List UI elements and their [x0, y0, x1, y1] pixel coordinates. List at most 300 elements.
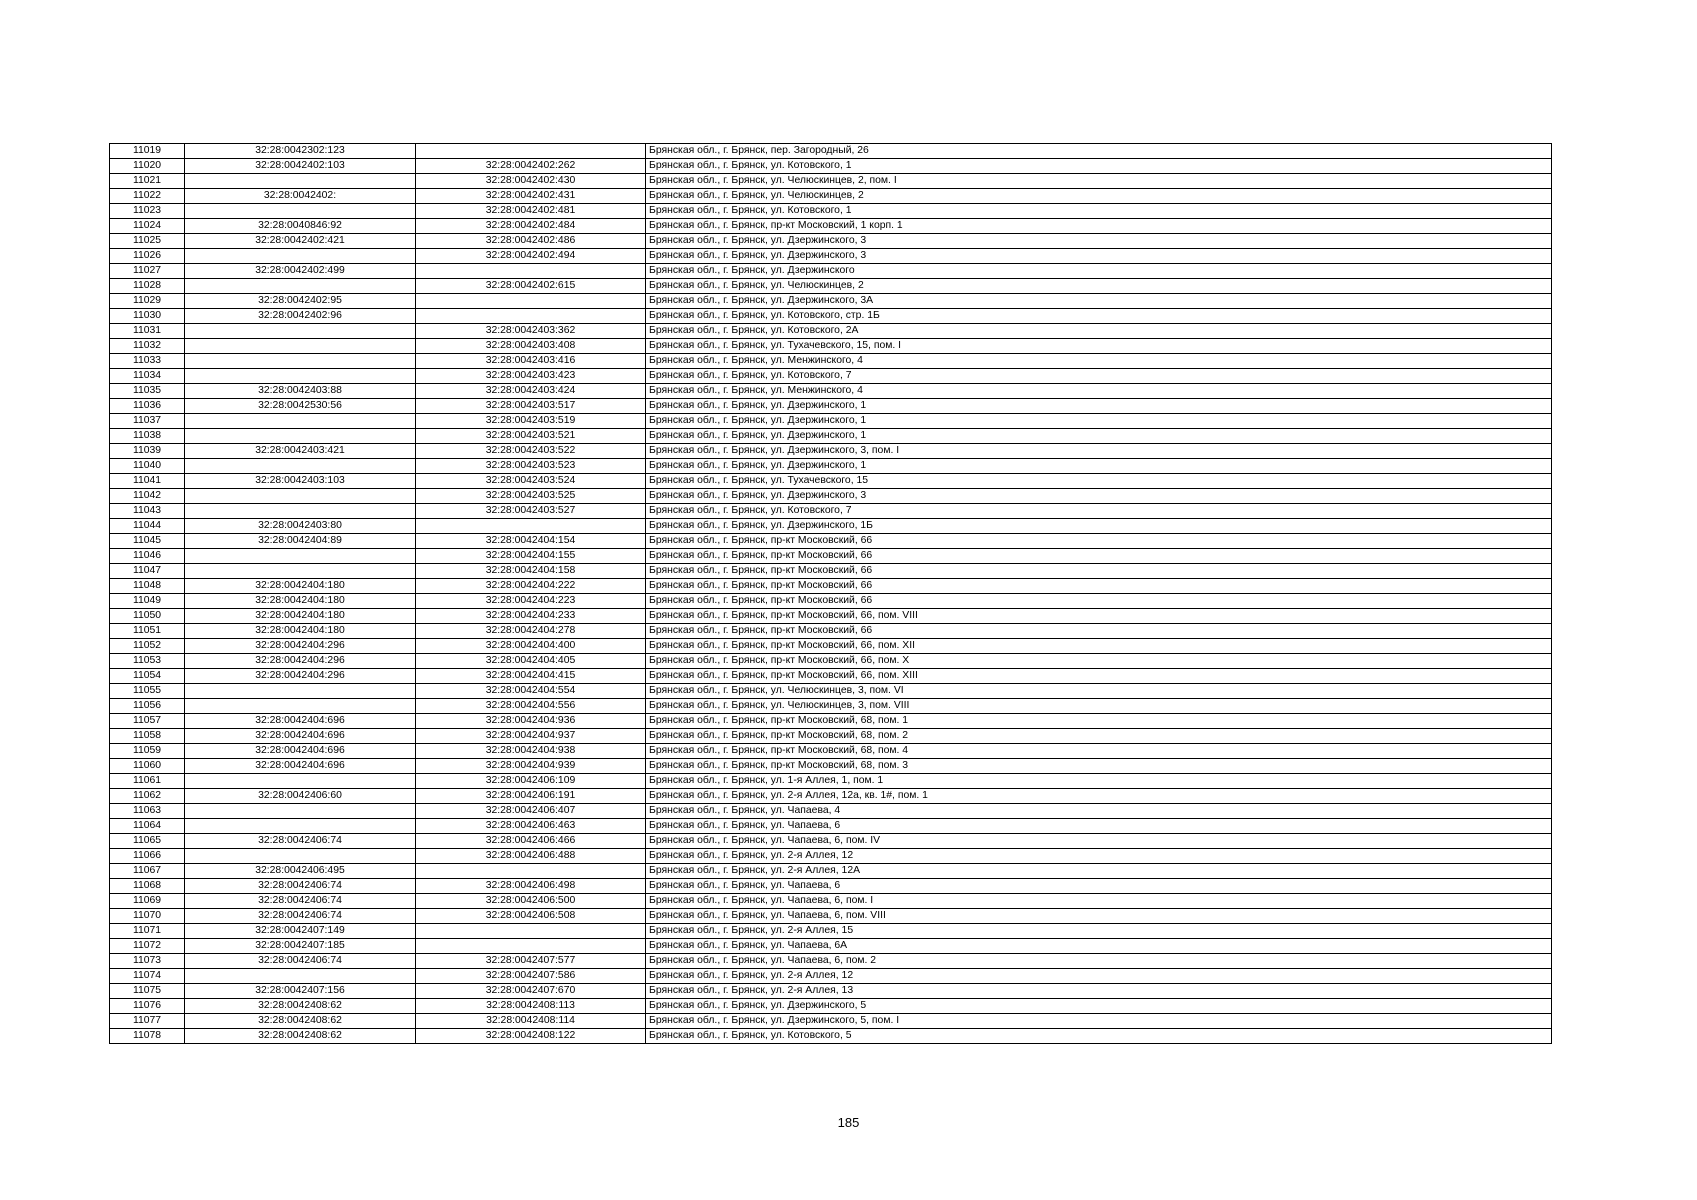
- land-cadastral-number-cell: 32:28:0042404:296: [185, 669, 416, 684]
- object-cadastral-number-cell: 32:28:0042403:525: [416, 489, 646, 504]
- table-row: [110, 174, 1552, 189]
- row-number-cell: 11039: [110, 444, 185, 459]
- row-number-cell: 11066: [110, 849, 185, 864]
- object-cadastral-number-cell: 32:28:0042402:486: [416, 234, 646, 249]
- property-table-body: [110, 144, 1552, 1044]
- land-cadastral-number-cell: 32:28:0042403:421: [185, 444, 416, 459]
- land-cadastral-number-cell: [185, 339, 416, 354]
- row-number-cell: 11075: [110, 984, 185, 999]
- table-row: [110, 579, 1552, 594]
- row-number-cell: 11034: [110, 369, 185, 384]
- object-cadastral-number-cell: 32:28:0042403:423: [416, 369, 646, 384]
- address-cell: Брянская обл., г. Брянск, ул. Челюскинцев, 2, пом. I: [646, 174, 1552, 189]
- row-number-cell: 11043: [110, 504, 185, 519]
- address-cell: Брянская обл., г. Брянск, ул. 2-я Аллея, 12: [646, 969, 1552, 984]
- row-number-cell: 11064: [110, 819, 185, 834]
- land-cadastral-number-cell: 32:28:0042406:74: [185, 894, 416, 909]
- table-row: [110, 339, 1552, 354]
- row-number-cell: 11060: [110, 759, 185, 774]
- address-cell: Брянская обл., г. Брянск, пер. Загородный, 26: [646, 144, 1552, 159]
- table-row: [110, 429, 1552, 444]
- row-number-cell: 11025: [110, 234, 185, 249]
- address-cell: Брянская обл., г. Брянск, ул. Тухачевского, 15, пом. I: [646, 339, 1552, 354]
- object-cadastral-number-cell: 32:28:0042406:407: [416, 804, 646, 819]
- land-cadastral-number-cell: 32:28:0042402:96: [185, 309, 416, 324]
- address-cell: Брянская обл., г. Брянск, ул. Челюскинцев, 3, пом. VIII: [646, 699, 1552, 714]
- object-cadastral-number-cell: [416, 264, 646, 279]
- row-number-cell: 11040: [110, 459, 185, 474]
- land-cadastral-number-cell: [185, 564, 416, 579]
- object-cadastral-number-cell: 32:28:0042402:481: [416, 204, 646, 219]
- address-cell: Брянская обл., г. Брянск, ул. Чапаева, 4: [646, 804, 1552, 819]
- object-cadastral-number-cell: 32:28:0042403:524: [416, 474, 646, 489]
- table-row: [110, 324, 1552, 339]
- table-row: [110, 789, 1552, 804]
- address-cell: Брянская обл., г. Брянск, пр-кт Московский, 66, пом. XII: [646, 639, 1552, 654]
- object-cadastral-number-cell: [416, 294, 646, 309]
- table-row: [110, 849, 1552, 864]
- row-number-cell: 11032: [110, 339, 185, 354]
- address-cell: Брянская обл., г. Брянск, ул. Дзержинского, 1: [646, 459, 1552, 474]
- row-number-cell: 11024: [110, 219, 185, 234]
- table-row: [110, 474, 1552, 489]
- row-number-cell: 11073: [110, 954, 185, 969]
- row-number-cell: 11056: [110, 699, 185, 714]
- land-cadastral-number-cell: 32:28:0042404:696: [185, 729, 416, 744]
- row-number-cell: 11027: [110, 264, 185, 279]
- land-cadastral-number-cell: 32:28:0042406:74: [185, 834, 416, 849]
- object-cadastral-number-cell: 32:28:0042403:416: [416, 354, 646, 369]
- table-row: [110, 294, 1552, 309]
- table-row: [110, 999, 1552, 1014]
- table-row: [110, 219, 1552, 234]
- land-cadastral-number-cell: 32:28:0042408:62: [185, 999, 416, 1014]
- object-cadastral-number-cell: 32:28:0042403:521: [416, 429, 646, 444]
- object-cadastral-number-cell: 32:28:0042404:936: [416, 714, 646, 729]
- row-number-cell: 11023: [110, 204, 185, 219]
- row-number-cell: 11035: [110, 384, 185, 399]
- address-cell: Брянская обл., г. Брянск, ул. Менжинского, 4: [646, 384, 1552, 399]
- land-cadastral-number-cell: 32:28:0042302:123: [185, 144, 416, 159]
- object-cadastral-number-cell: 32:28:0042403:408: [416, 339, 646, 354]
- row-number-cell: 11061: [110, 774, 185, 789]
- address-cell: Брянская обл., г. Брянск, ул. Дзержинского, 1: [646, 414, 1552, 429]
- table-row: [110, 924, 1552, 939]
- row-number-cell: 11033: [110, 354, 185, 369]
- row-number-cell: 11058: [110, 729, 185, 744]
- land-cadastral-number-cell: 32:28:0042402:103: [185, 159, 416, 174]
- address-cell: Брянская обл., г. Брянск, пр-кт Московский, 66: [646, 534, 1552, 549]
- table-row: [110, 639, 1552, 654]
- address-cell: Брянская обл., г. Брянск, ул. Чапаева, 6, пом. 2: [646, 954, 1552, 969]
- land-cadastral-number-cell: 32:28:0042408:62: [185, 1029, 416, 1044]
- object-cadastral-number-cell: 32:28:0042407:577: [416, 954, 646, 969]
- object-cadastral-number-cell: 32:28:0042407:586: [416, 969, 646, 984]
- land-cadastral-number-cell: [185, 429, 416, 444]
- address-cell: Брянская обл., г. Брянск, ул. Дзержинского, 1: [646, 399, 1552, 414]
- land-cadastral-number-cell: 32:28:0042407:149: [185, 924, 416, 939]
- table-row: [110, 969, 1552, 984]
- land-cadastral-number-cell: 32:28:0042406:60: [185, 789, 416, 804]
- land-cadastral-number-cell: [185, 204, 416, 219]
- address-cell: Брянская обл., г. Брянск, ул. Челюскинцев, 2: [646, 279, 1552, 294]
- table-row: [110, 504, 1552, 519]
- land-cadastral-number-cell: 32:28:0042402:499: [185, 264, 416, 279]
- address-cell: Брянская обл., г. Брянск, пр-кт Московский, 68, пом. 1: [646, 714, 1552, 729]
- row-number-cell: 11063: [110, 804, 185, 819]
- address-cell: Брянская обл., г. Брянск, ул. Чапаева, 6А: [646, 939, 1552, 954]
- object-cadastral-number-cell: [416, 924, 646, 939]
- address-cell: Брянская обл., г. Брянск, пр-кт Московский, 68, пом. 3: [646, 759, 1552, 774]
- address-cell: Брянская обл., г. Брянск, пр-кт Московский, 66: [646, 564, 1552, 579]
- object-cadastral-number-cell: 32:28:0042406:488: [416, 849, 646, 864]
- address-cell: Брянская обл., г. Брянск, пр-кт Московский, 66, пом. X: [646, 654, 1552, 669]
- object-cadastral-number-cell: 32:28:0042404:222: [416, 579, 646, 594]
- table-row: [110, 249, 1552, 264]
- address-cell: Брянская обл., г. Брянск, ул. Челюскинцев, 2: [646, 189, 1552, 204]
- table-row: [110, 879, 1552, 894]
- table-row: [110, 759, 1552, 774]
- row-number-cell: 11030: [110, 309, 185, 324]
- address-cell: Брянская обл., г. Брянск, ул. Чапаева, 6, пом. I: [646, 894, 1552, 909]
- row-number-cell: 11053: [110, 654, 185, 669]
- address-cell: Брянская обл., г. Брянск, ул. Челюскинцев, 3, пом. VI: [646, 684, 1552, 699]
- address-cell: Брянская обл., г. Брянск, ул. Дзержинского, 5, пом. I: [646, 1014, 1552, 1029]
- land-cadastral-number-cell: 32:28:0042407:156: [185, 984, 416, 999]
- land-cadastral-number-cell: [185, 279, 416, 294]
- land-cadastral-number-cell: 32:28:0042403:103: [185, 474, 416, 489]
- address-cell: Брянская обл., г. Брянск, ул. Чапаева, 6: [646, 819, 1552, 834]
- table-row: [110, 189, 1552, 204]
- address-cell: Брянская обл., г. Брянск, ул. 2-я Аллея, 12: [646, 849, 1552, 864]
- land-cadastral-number-cell: 32:28:0042404:696: [185, 759, 416, 774]
- table-row: [110, 894, 1552, 909]
- object-cadastral-number-cell: 32:28:0042408:114: [416, 1014, 646, 1029]
- address-cell: Брянская обл., г. Брянск, ул. Дзержинского, 3: [646, 234, 1552, 249]
- row-number-cell: 11022: [110, 189, 185, 204]
- address-cell: Брянская обл., г. Брянск, ул. Котовского, 2А: [646, 324, 1552, 339]
- object-cadastral-number-cell: 32:28:0042404:154: [416, 534, 646, 549]
- land-cadastral-number-cell: [185, 684, 416, 699]
- row-number-cell: 11049: [110, 594, 185, 609]
- address-cell: Брянская обл., г. Брянск, ул. Менжинского, 4: [646, 354, 1552, 369]
- row-number-cell: 11026: [110, 249, 185, 264]
- table-row: [110, 234, 1552, 249]
- address-cell: Брянская обл., г. Брянск, пр-кт Московский, 66: [646, 579, 1552, 594]
- row-number-cell: 11048: [110, 579, 185, 594]
- land-cadastral-number-cell: [185, 459, 416, 474]
- land-cadastral-number-cell: [185, 249, 416, 264]
- object-cadastral-number-cell: 32:28:0042402:494: [416, 249, 646, 264]
- object-cadastral-number-cell: 32:28:0042404:939: [416, 759, 646, 774]
- row-number-cell: 11052: [110, 639, 185, 654]
- land-cadastral-number-cell: [185, 489, 416, 504]
- object-cadastral-number-cell: 32:28:0042404:405: [416, 654, 646, 669]
- table-row: [110, 954, 1552, 969]
- address-cell: Брянская обл., г. Брянск, ул. Тухачевского, 15: [646, 474, 1552, 489]
- object-cadastral-number-cell: 32:28:0042406:466: [416, 834, 646, 849]
- row-number-cell: 11072: [110, 939, 185, 954]
- row-number-cell: 11070: [110, 909, 185, 924]
- address-cell: Брянская обл., г. Брянск, пр-кт Московский, 1 корп. 1: [646, 219, 1552, 234]
- object-cadastral-number-cell: [416, 309, 646, 324]
- table-row: [110, 564, 1552, 579]
- page-number: 185: [837, 1115, 860, 1130]
- address-cell: Брянская обл., г. Брянск, пр-кт Московский, 66, пом. XIII: [646, 669, 1552, 684]
- object-cadastral-number-cell: 32:28:0042403:362: [416, 324, 646, 339]
- row-number-cell: 11068: [110, 879, 185, 894]
- address-cell: Брянская обл., г. Брянск, ул. Котовского, 1: [646, 204, 1552, 219]
- object-cadastral-number-cell: 32:28:0042402:484: [416, 219, 646, 234]
- row-number-cell: 11059: [110, 744, 185, 759]
- table-row: [110, 414, 1552, 429]
- row-number-cell: 11065: [110, 834, 185, 849]
- row-number-cell: 11028: [110, 279, 185, 294]
- address-cell: Брянская обл., г. Брянск, пр-кт Московский, 68, пом. 4: [646, 744, 1552, 759]
- land-cadastral-number-cell: [185, 849, 416, 864]
- object-cadastral-number-cell: 32:28:0042406:500: [416, 894, 646, 909]
- address-cell: Брянская обл., г. Брянск, ул. Дзержинского, 5: [646, 999, 1552, 1014]
- row-number-cell: 11020: [110, 159, 185, 174]
- table-row: [110, 519, 1552, 534]
- address-cell: Брянская обл., г. Брянск, ул. Котовского, стр. 1Б: [646, 309, 1552, 324]
- land-cadastral-number-cell: 32:28:0042407:185: [185, 939, 416, 954]
- row-number-cell: 11055: [110, 684, 185, 699]
- object-cadastral-number-cell: 32:28:0042404:233: [416, 609, 646, 624]
- land-cadastral-number-cell: [185, 699, 416, 714]
- land-cadastral-number-cell: [185, 354, 416, 369]
- land-cadastral-number-cell: [185, 804, 416, 819]
- land-cadastral-number-cell: [185, 549, 416, 564]
- object-cadastral-number-cell: 32:28:0042404:556: [416, 699, 646, 714]
- object-cadastral-number-cell: 32:28:0042403:424: [416, 384, 646, 399]
- row-number-cell: 11038: [110, 429, 185, 444]
- address-cell: Брянская обл., г. Брянск, ул. Чапаева, 6, пом. IV: [646, 834, 1552, 849]
- object-cadastral-number-cell: 32:28:0042404:400: [416, 639, 646, 654]
- land-cadastral-number-cell: 32:28:0042406:74: [185, 879, 416, 894]
- object-cadastral-number-cell: [416, 519, 646, 534]
- table-row: [110, 549, 1552, 564]
- table-row: [110, 774, 1552, 789]
- address-cell: Брянская обл., г. Брянск, пр-кт Московский, 66: [646, 549, 1552, 564]
- address-cell: Брянская обл., г. Брянск, ул. 2-я Аллея, 12а, кв. 1#, пом. 1: [646, 789, 1552, 804]
- property-table: [109, 143, 1552, 1044]
- land-cadastral-number-cell: 32:28:0042530:56: [185, 399, 416, 414]
- row-number-cell: 11021: [110, 174, 185, 189]
- table-row: [110, 699, 1552, 714]
- table-row: [110, 819, 1552, 834]
- table-row: [110, 459, 1552, 474]
- land-cadastral-number-cell: 32:28:0040846:92: [185, 219, 416, 234]
- land-cadastral-number-cell: 32:28:0042404:296: [185, 654, 416, 669]
- land-cadastral-number-cell: 32:28:0042404:180: [185, 609, 416, 624]
- object-cadastral-number-cell: 32:28:0042406:498: [416, 879, 646, 894]
- row-number-cell: 11078: [110, 1029, 185, 1044]
- table-row: [110, 669, 1552, 684]
- object-cadastral-number-cell: [416, 864, 646, 879]
- object-cadastral-number-cell: 32:28:0042406:191: [416, 789, 646, 804]
- address-cell: Брянская обл., г. Брянск, ул. Дзержинского, 1: [646, 429, 1552, 444]
- land-cadastral-number-cell: [185, 504, 416, 519]
- land-cadastral-number-cell: 32:28:0042406:74: [185, 954, 416, 969]
- object-cadastral-number-cell: 32:28:0042404:937: [416, 729, 646, 744]
- address-cell: Брянская обл., г. Брянск, ул. Дзержинского, 1Б: [646, 519, 1552, 534]
- object-cadastral-number-cell: 32:28:0042404:938: [416, 744, 646, 759]
- address-cell: Брянская обл., г. Брянск, пр-кт Московский, 66: [646, 594, 1552, 609]
- address-cell: Брянская обл., г. Брянск, ул. Дзержинского, 3, пом. I: [646, 444, 1552, 459]
- table-row: [110, 864, 1552, 879]
- object-cadastral-number-cell: 32:28:0042404:158: [416, 564, 646, 579]
- object-cadastral-number-cell: 32:28:0042403:522: [416, 444, 646, 459]
- land-cadastral-number-cell: 32:28:0042406:495: [185, 864, 416, 879]
- table-row: [110, 984, 1552, 999]
- row-number-cell: 11077: [110, 1014, 185, 1029]
- object-cadastral-number-cell: [416, 144, 646, 159]
- table-row: [110, 834, 1552, 849]
- object-cadastral-number-cell: 32:28:0042408:113: [416, 999, 646, 1014]
- address-cell: Брянская обл., г. Брянск, ул. Дзержинского, 3: [646, 249, 1552, 264]
- table-row: [110, 1029, 1552, 1044]
- row-number-cell: 11071: [110, 924, 185, 939]
- table-row: [110, 384, 1552, 399]
- land-cadastral-number-cell: 32:28:0042404:696: [185, 714, 416, 729]
- address-cell: Брянская обл., г. Брянск, ул. 2-я Аллея, 13: [646, 984, 1552, 999]
- object-cadastral-number-cell: 32:28:0042404:554: [416, 684, 646, 699]
- table-row: [110, 594, 1552, 609]
- table-row: [110, 534, 1552, 549]
- object-cadastral-number-cell: 32:28:0042402:615: [416, 279, 646, 294]
- row-number-cell: 11037: [110, 414, 185, 429]
- table-row: [110, 159, 1552, 174]
- land-cadastral-number-cell: [185, 369, 416, 384]
- object-cadastral-number-cell: 32:28:0042406:508: [416, 909, 646, 924]
- object-cadastral-number-cell: 32:28:0042404:278: [416, 624, 646, 639]
- address-cell: Брянская обл., г. Брянск, ул. Чапаева, 6: [646, 879, 1552, 894]
- row-number-cell: 11019: [110, 144, 185, 159]
- row-number-cell: 11036: [110, 399, 185, 414]
- address-cell: Брянская обл., г. Брянск, ул. Котовского, 1: [646, 159, 1552, 174]
- object-cadastral-number-cell: [416, 939, 646, 954]
- land-cadastral-number-cell: 32:28:0042404:180: [185, 594, 416, 609]
- address-cell: Брянская обл., г. Брянск, ул. Дзержинского, 3: [646, 489, 1552, 504]
- object-cadastral-number-cell: 32:28:0042406:463: [416, 819, 646, 834]
- land-cadastral-number-cell: 32:28:0042404:180: [185, 624, 416, 639]
- object-cadastral-number-cell: 32:28:0042402:262: [416, 159, 646, 174]
- object-cadastral-number-cell: 32:28:0042408:122: [416, 1029, 646, 1044]
- land-cadastral-number-cell: [185, 324, 416, 339]
- table-row: [110, 369, 1552, 384]
- object-cadastral-number-cell: 32:28:0042403:527: [416, 504, 646, 519]
- land-cadastral-number-cell: [185, 819, 416, 834]
- address-cell: Брянская обл., г. Брянск, ул. 1-я Аллея, 1, пом. 1: [646, 774, 1552, 789]
- row-number-cell: 11069: [110, 894, 185, 909]
- row-number-cell: 11057: [110, 714, 185, 729]
- land-cadastral-number-cell: 32:28:0042403:80: [185, 519, 416, 534]
- table-row: [110, 744, 1552, 759]
- object-cadastral-number-cell: 32:28:0042404:415: [416, 669, 646, 684]
- address-cell: Брянская обл., г. Брянск, пр-кт Московский, 66: [646, 624, 1552, 639]
- row-number-cell: 11046: [110, 549, 185, 564]
- table-row: [110, 279, 1552, 294]
- object-cadastral-number-cell: 32:28:0042402:430: [416, 174, 646, 189]
- table-row: [110, 309, 1552, 324]
- land-cadastral-number-cell: 32:28:0042402:95: [185, 294, 416, 309]
- table-row: [110, 624, 1552, 639]
- address-cell: Брянская обл., г. Брянск, пр-кт Московский, 68, пом. 2: [646, 729, 1552, 744]
- row-number-cell: 11067: [110, 864, 185, 879]
- address-cell: Брянская обл., г. Брянск, ул. Дзержинского, 3А: [646, 294, 1552, 309]
- row-number-cell: 11074: [110, 969, 185, 984]
- land-cadastral-number-cell: 32:28:0042402:: [185, 189, 416, 204]
- table-row: [110, 654, 1552, 669]
- land-cadastral-number-cell: 32:28:0042406:74: [185, 909, 416, 924]
- row-number-cell: 11042: [110, 489, 185, 504]
- row-number-cell: 11031: [110, 324, 185, 339]
- land-cadastral-number-cell: 32:28:0042403:88: [185, 384, 416, 399]
- table-row: [110, 204, 1552, 219]
- address-cell: Брянская обл., г. Брянск, пр-кт Московский, 66, пом. VIII: [646, 609, 1552, 624]
- table-row: [110, 264, 1552, 279]
- table-row: [110, 609, 1552, 624]
- table-row: [110, 684, 1552, 699]
- land-cadastral-number-cell: 32:28:0042404:180: [185, 579, 416, 594]
- land-cadastral-number-cell: 32:28:0042404:89: [185, 534, 416, 549]
- row-number-cell: 11062: [110, 789, 185, 804]
- address-cell: Брянская обл., г. Брянск, ул. Дзержинского: [646, 264, 1552, 279]
- row-number-cell: 11051: [110, 624, 185, 639]
- row-number-cell: 11029: [110, 294, 185, 309]
- table-row: [110, 1014, 1552, 1029]
- row-number-cell: 11045: [110, 534, 185, 549]
- table-row: [110, 909, 1552, 924]
- address-cell: Брянская обл., г. Брянск, ул. Котовского, 7: [646, 504, 1552, 519]
- row-number-cell: 11044: [110, 519, 185, 534]
- row-number-cell: 11054: [110, 669, 185, 684]
- address-cell: Брянская обл., г. Брянск, ул. 2-я Аллея, 15: [646, 924, 1552, 939]
- table-row: [110, 714, 1552, 729]
- table-row: [110, 489, 1552, 504]
- object-cadastral-number-cell: 32:28:0042403:517: [416, 399, 646, 414]
- object-cadastral-number-cell: 32:28:0042406:109: [416, 774, 646, 789]
- land-cadastral-number-cell: [185, 414, 416, 429]
- row-number-cell: 11050: [110, 609, 185, 624]
- row-number-cell: 11041: [110, 474, 185, 489]
- object-cadastral-number-cell: 32:28:0042404:155: [416, 549, 646, 564]
- object-cadastral-number-cell: 32:28:0042403:519: [416, 414, 646, 429]
- land-cadastral-number-cell: [185, 174, 416, 189]
- table-row: [110, 354, 1552, 369]
- address-cell: Брянская обл., г. Брянск, ул. Чапаева, 6, пом. VIII: [646, 909, 1552, 924]
- object-cadastral-number-cell: 32:28:0042402:431: [416, 189, 646, 204]
- land-cadastral-number-cell: 32:28:0042408:62: [185, 1014, 416, 1029]
- object-cadastral-number-cell: 32:28:0042404:223: [416, 594, 646, 609]
- table-row: [110, 144, 1552, 159]
- row-number-cell: 11076: [110, 999, 185, 1014]
- land-cadastral-number-cell: 32:28:0042402:421: [185, 234, 416, 249]
- table-row: [110, 939, 1552, 954]
- address-cell: Брянская обл., г. Брянск, ул. Котовского, 5: [646, 1029, 1552, 1044]
- land-cadastral-number-cell: [185, 969, 416, 984]
- address-cell: Брянская обл., г. Брянск, ул. Котовского, 7: [646, 369, 1552, 384]
- table-row: [110, 729, 1552, 744]
- table-row: [110, 444, 1552, 459]
- land-cadastral-number-cell: 32:28:0042404:296: [185, 639, 416, 654]
- land-cadastral-number-cell: [185, 774, 416, 789]
- address-cell: Брянская обл., г. Брянск, ул. 2-я Аллея, 12А: [646, 864, 1552, 879]
- object-cadastral-number-cell: 32:28:0042407:670: [416, 984, 646, 999]
- object-cadastral-number-cell: 32:28:0042403:523: [416, 459, 646, 474]
- table-row: [110, 804, 1552, 819]
